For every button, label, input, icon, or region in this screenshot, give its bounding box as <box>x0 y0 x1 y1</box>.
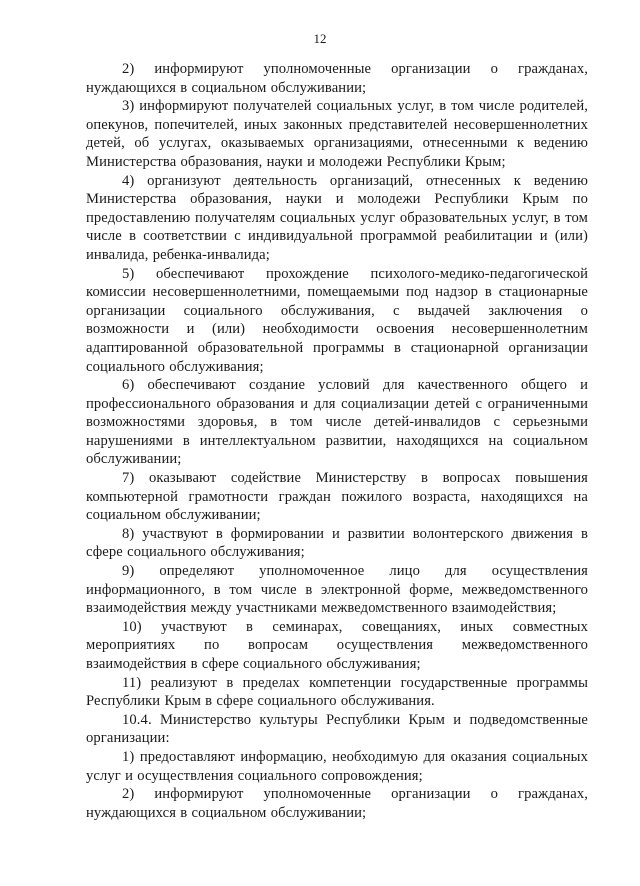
paragraph-item-7-computer-literacy: 7) оказывают содействие Министерству в вопросах повышения компьютерной грамотности граждан пожилого возраста, находящихся на социальном обслуживании; <box>86 470 588 524</box>
paragraph-item-5-pmpk-commission: 5) обеспечивают прохождение психолого-медико-педагогической комиссии несовершеннолетними, помещаемыми под надзор в стационарные организации социального обслуживания, с выдачей заключения о возможности и (или) необходимости освоения несовершеннолетним адаптированной образовательной программы в стационарной организации социального обслуживания; <box>86 265 588 375</box>
paragraph-item-11-state-programs: 11) реализуют в пределах компетенции государственные программы Республики Крым в сфере социального обслуживания. <box>86 674 588 710</box>
paragraph-item-2-informing-orgs: 2) информируют уполномоченные организации о гражданах, нуждающихся в социальном обслуживании; <box>86 61 588 96</box>
paragraph-item-4-organizing-education: 4) организуют деятельность организаций, отнесенных к ведению Министерства образования, науки и молодежи Республики Крым по предоставлению получателям социальных услуг образовательных услуг, в том числе в соответствии с индивидуальной программой реабилитации и (или) инвалида, ребенка-инвалида; <box>86 172 588 263</box>
paragraph-culture-item-1-providing-info: 1) предоставляют информацию, необходимую для оказания социальных услуг и осуществления социального сопровождения; <box>86 748 588 784</box>
paragraph-culture-item-2-informing-orgs: 2) информируют уполномоченные организации о гражданах, нуждающихся в социальном обслуживании; <box>86 786 588 821</box>
paragraph-item-3-informing-recipients: 3) информируют получателей социальных услуг, в том числе родителей, опекунов, попечителей, иных законных представителей несовершеннолетних детей, об услугах, оказываемых организациями, отнесенными к ведению Министерства образования, науки и молодежи Республики Крым; <box>86 98 588 170</box>
document-body <box>86 60 588 822</box>
paragraph-item-6-inclusive-education: 6) обеспечивают создание условий для качественного общего и профессионального образования и для социализации детей с ограниченными возможностями здоровья, в том числе детей-инвалидов с серьезными нарушениями в интеллектуальном развитии, находящихся на социальном обслуживании; <box>86 377 588 468</box>
paragraph-item-8-volunteering: 8) участвуют в формировании и развитии волонтерского движения в сфере социального обслуживания; <box>86 525 588 561</box>
paragraph-item-10-seminars: 10) участвуют в семинарах, совещаниях, иных совместных мероприятиях по вопросам осуществления межведомственного взаимодействия в сфере социального обслуживания; <box>86 618 588 672</box>
section-heading-10-4-culture-ministry: 10.4. Министерство культуры Республики Крым и подведомственные организации: <box>86 711 588 747</box>
page-number: 12 <box>313 31 327 46</box>
paragraph-item-9-authorized-person: 9) определяют уполномоченное лицо для осуществления информационного, в том числе в электронной форме, межведомственного взаимодействия между участниками межведомственного взаимодействия; <box>86 563 588 617</box>
